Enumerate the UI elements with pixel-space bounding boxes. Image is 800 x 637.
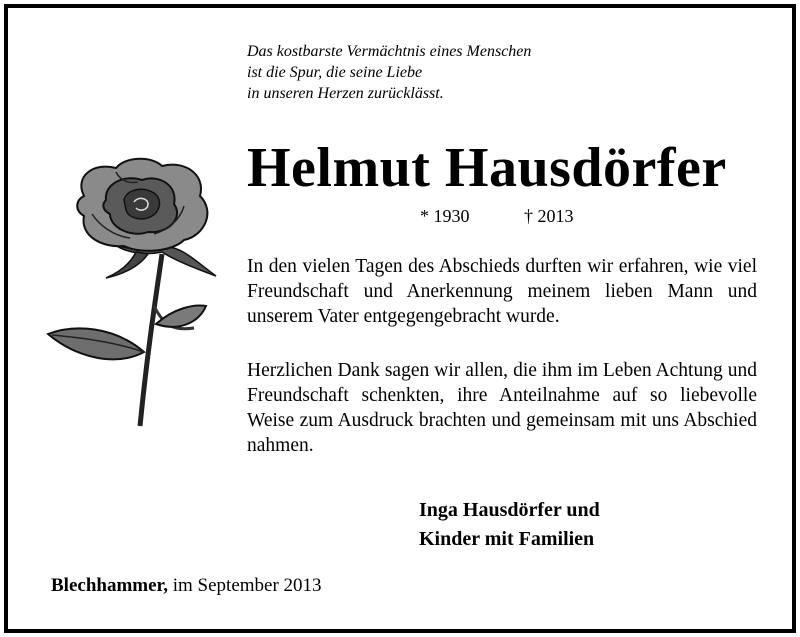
deceased-name: Helmut Hausdörfer [247,137,727,199]
signature [419,496,600,554]
rose-icon [44,156,220,432]
signature-line-2: Kinder mit Familien [419,528,595,550]
motto [247,41,531,104]
birth-year: * 1930 [420,206,470,226]
date: im September 2013 [167,575,322,596]
thanks-paragraph-1: In den vielen Tagen des Abschieds durften wir erfahren, wie viel Freundschaft und Anerkennung meinem lieben Mann und unserem Vater entgegengebracht wurde. [247,256,757,327]
motto-line: in unseren Herzen zurücklässt. [247,85,444,102]
place: Blechhammer, [51,575,168,596]
death-year: † 2013 [524,206,574,226]
thanks-paragraph-2: Herzlichen Dank sagen wir allen, die ihm im Leben Achtung und Freundschaft schenkten, ihre Anteilnahme auf so liebevolle Weise zum Ausdruck brachten und gemeinsam mit uns Abschied nahmen. [247,360,757,456]
place-date [51,574,322,598]
obituary-frame [4,4,796,633]
motto-line: ist die Spur, die seine Liebe [247,64,423,81]
signature-line-1: Inga Hausdörfer und [419,499,600,521]
motto-line: Das kostbarste Vermächtnis eines Menschen [247,43,532,60]
